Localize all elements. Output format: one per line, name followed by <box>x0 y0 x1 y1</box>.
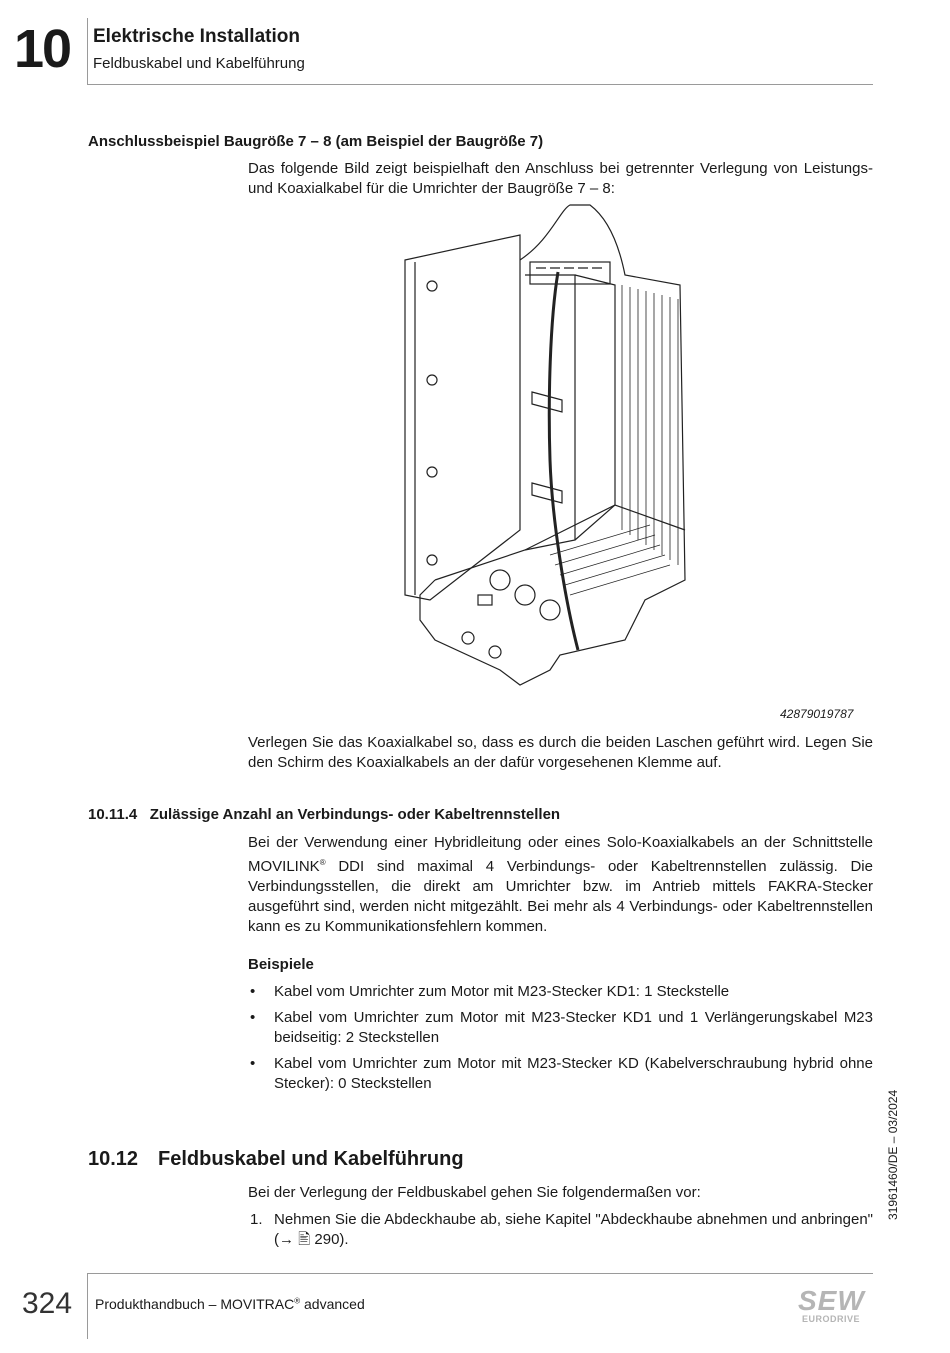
bullet-marker: • <box>250 1009 256 1026</box>
cable-gland <box>540 600 560 620</box>
section-number: 10.11.4 <box>88 806 138 823</box>
panel-screw <box>427 375 437 385</box>
manual-title <box>95 1296 365 1312</box>
cable-routing-note <box>248 733 873 773</box>
cable-gland <box>490 570 510 590</box>
heat-sink-fins <box>622 285 678 565</box>
para-text-part2: DDI sind maximal 4 Verbindungs- oder Kabeltrennstellen zulässig. Die Verbindungsstellen, die direkt am Umrichter bzw. im Antrieb mittels FAKRA-Stecker ausgeführt sind, werden nicht mitgezählt. Bei mehr als 4 Verbindungs- oder Kabeltrennstellen kann es zu Kommunikationsfehlern kommen. <box>248 858 873 935</box>
cable-bracket-upper <box>532 392 562 412</box>
bullet-marker: • <box>250 1055 256 1072</box>
step-number: 1. <box>250 1211 263 1228</box>
header-divider-horizontal <box>87 84 873 85</box>
figure-id: 42879019787 <box>780 707 854 721</box>
coax-cable <box>549 272 578 650</box>
connection-points-paragraph <box>248 833 873 937</box>
registered-mark: ® <box>294 1296 301 1306</box>
panel-screw <box>427 467 437 477</box>
sew-eurodrive-logo <box>798 1285 865 1324</box>
panel-screw <box>427 555 437 565</box>
header-divider-vertical <box>87 18 88 84</box>
para-text-part1: Bei der Verwendung einer Hybridleitung oder eines Solo-Koaxialkabels an der Schnittstelle MOVILINK <box>248 834 873 875</box>
terminal-screw <box>489 646 501 658</box>
fieldbus-intro-text: Bei der Verlegung der Feldbuskabel gehen Sie folgendermaßen vor: <box>248 1184 701 1201</box>
cable-gland <box>515 585 535 605</box>
footer-divider-vertical <box>87 1273 88 1339</box>
section-heading-connection-points <box>88 806 560 823</box>
fieldbus-intro <box>248 1183 873 1203</box>
list-item-text: Kabel vom Umrichter zum Motor mit M23-Stecker KD1: 1 Steckstelle <box>274 983 730 1000</box>
note-text: Verlegen Sie das Koaxialkabel so, dass es durch die beiden Laschen geführt wird. Legen Sie den Schirm des Koaxialkabels an der dafür vorgesehenen Klemme auf. <box>248 734 873 771</box>
intro-text: Das folgende Bild zeigt beispielhaft den Anschluss bei getrennter Verlegung von Leistungs- und Koaxialkabel für die Umrichter der Baugröße 7 – 8: <box>248 160 873 197</box>
enclosure-outline <box>420 205 685 685</box>
document-id-vertical: 31961460/DE – 03/2024 <box>886 1089 900 1220</box>
terminal-screw <box>462 632 474 644</box>
logo-eurodrive: EURODRIVE <box>802 1314 861 1324</box>
page-number: 324 <box>22 1287 73 1320</box>
list-item-text: Kabel vom Umrichter zum Motor mit M23-Stecker KD (Kabelverschraubung hybrid ohne Stecker): 0 Steckstellen <box>274 1055 873 1092</box>
section-title: Feldbuskabel und Kabelführung <box>158 1148 464 1170</box>
section-heading-connection-example: Anschlussbeispiel Baugröße 7 – 8 (am Beispiel der Baugröße 7) <box>88 133 544 150</box>
footer-divider-horizontal <box>87 1273 873 1274</box>
section-title: Zulässige Anzahl an Verbindungs- oder Kabeltrennstellen <box>149 806 561 823</box>
front-cover-panel <box>405 235 520 600</box>
inverter-connection-drawing <box>400 200 700 695</box>
bullet-marker: • <box>250 983 256 1000</box>
registered-mark: ® <box>319 858 326 867</box>
section-heading-fieldbus-cable <box>88 1148 464 1171</box>
step-text: Nehmen Sie die Abdeckhaube ab, siehe Kapitel "Abdeckhaube abnehmen und anbringen" (→ 🖹 290). <box>274 1211 873 1248</box>
floor-slots <box>550 525 670 595</box>
chapter-number: 10 <box>14 19 71 79</box>
shield-clamp <box>478 595 492 605</box>
list-item-text: Kabel vom Umrichter zum Motor mit M23-Stecker KD1 und 1 Verlängerungskabel M23 beidseitig: 2 Steckstellen <box>274 1009 873 1046</box>
examples-heading: Beispiele <box>248 956 314 973</box>
chapter-title: Elektrische Installation <box>93 26 300 47</box>
manual-title-part2: advanced <box>300 1296 365 1312</box>
section-intro-paragraph <box>248 159 873 199</box>
manual-title-part1: Produkthandbuch – MOVITRAC <box>95 1296 295 1312</box>
panel-screw <box>427 281 437 291</box>
inner-side-wall <box>575 275 615 540</box>
section-number: 10.12 <box>88 1148 139 1170</box>
logo-sew: SEW <box>798 1285 865 1316</box>
cable-bracket-lower <box>532 483 562 503</box>
chapter-subtitle: Feldbuskabel und Kabelführung <box>93 55 305 72</box>
